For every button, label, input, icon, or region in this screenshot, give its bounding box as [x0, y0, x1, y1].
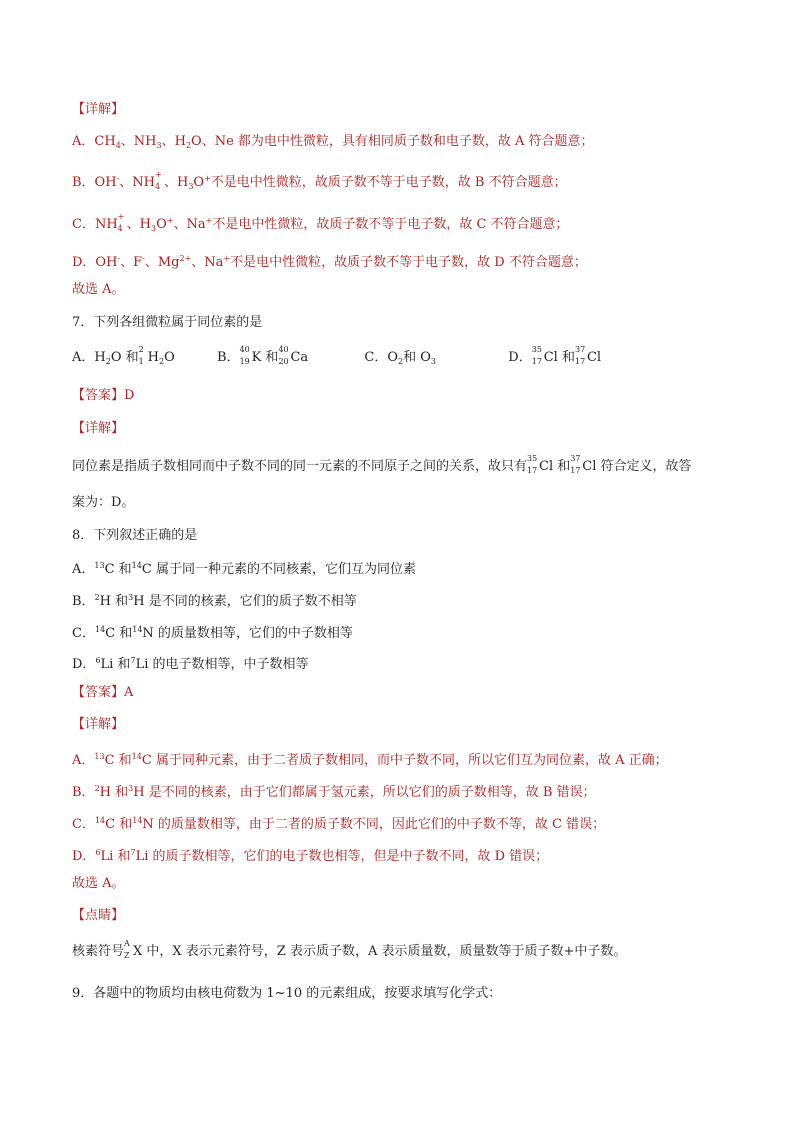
text: 8．下列叙述正确的是 — [72, 528, 198, 543]
q8-answer — [72, 684, 133, 702]
sub: 17 — [574, 357, 586, 366]
text: K 和 — [251, 350, 279, 365]
text: 、NH — [119, 175, 155, 190]
text: D — [124, 388, 135, 403]
xiangjie-text: 【详解】 — [72, 102, 125, 117]
q7-stem — [72, 314, 262, 332]
sup: 14 — [131, 561, 142, 570]
text: Cl 和 — [539, 459, 571, 474]
sup: - — [116, 174, 120, 183]
sup: 7 — [130, 656, 136, 665]
text: 9．各题中的物质均由核电荷数为 1~10 的元素组成，按要求填写化学式： — [72, 986, 502, 1001]
sup: 3 — [128, 593, 134, 602]
isotope-mark — [570, 454, 582, 475]
q8-option-a — [72, 557, 416, 579]
q8-option-d — [72, 652, 309, 674]
sub: 3 — [430, 357, 437, 366]
text: C 和 — [104, 753, 132, 768]
text: X 中，X 表示元素符号，Z 表示质子数，A 表示质量数，质量数等于质子数+中子数。 — [133, 944, 627, 959]
text: 案为：D。 — [72, 495, 135, 510]
q7-explanation-line1 — [72, 454, 692, 476]
text: C 属于同种元素，由于二者质子数相同，而中子数不同，所以它们互为同位素，故 A 正确； — [141, 753, 668, 768]
text: 同位素是指质子数相同而中子数不同的同一元素的不同原子之间的关系，故只有 — [72, 459, 528, 474]
sup: - — [142, 254, 145, 263]
q6-conclusion — [72, 281, 125, 299]
text: 不是电中性微粒，故质子数不等于电子数，故 C 不符合题意； — [212, 217, 569, 232]
q8-note — [72, 939, 627, 961]
sup: 6 — [95, 656, 101, 665]
text: 【答案】 — [72, 388, 125, 403]
text: B． — [72, 785, 95, 800]
sub: Z — [124, 951, 130, 960]
isotope-mark — [138, 345, 148, 366]
isotope-mark — [531, 345, 544, 366]
text: 、Mg — [144, 255, 180, 270]
sup: + — [166, 216, 174, 225]
text: C． — [72, 817, 95, 832]
q7-option-a — [72, 345, 175, 366]
sup: - — [117, 254, 121, 263]
text: 【详解】 — [72, 421, 125, 436]
text: B． — [217, 350, 240, 365]
section-label-xiangjie-2 — [72, 420, 124, 438]
text: C 和 — [104, 562, 132, 577]
sup: 37 — [570, 454, 581, 463]
sup: + — [154, 170, 162, 179]
sup: 37 — [574, 345, 586, 354]
nuclide-mark — [124, 939, 133, 960]
q6-option-a-explanation — [72, 133, 594, 155]
sup: 14 — [131, 752, 142, 761]
text: 不是电中性微粒，故质子数不等于电子数，故 B 不符合题意； — [210, 175, 567, 190]
sup: 6 — [95, 848, 101, 857]
sup: 14 — [94, 625, 106, 634]
text: H 是不同的核素，由于它们都属于氢元素，所以它们的质子数相等，故 B 错误； — [133, 785, 596, 800]
isotope-mark — [278, 345, 290, 366]
q8-exp-d — [72, 844, 548, 866]
sub: 20 — [278, 357, 289, 366]
text: H 和 — [99, 785, 129, 800]
isotope-mark — [239, 345, 252, 366]
sub: 3 — [151, 224, 157, 233]
sub: 17 — [570, 466, 581, 475]
sub: 2 — [105, 357, 111, 366]
q8-exp-c — [72, 812, 605, 834]
q8-exp-a — [72, 748, 668, 770]
sub: 17 — [531, 357, 542, 366]
sup: 14 — [94, 816, 106, 825]
q7-option-b — [217, 345, 309, 366]
text: 故选 A。 — [72, 876, 125, 891]
text: N 的质量数相等，它们的中子数相等 — [142, 626, 353, 641]
text: 7．下列各组微粒属于同位素的是 — [72, 315, 263, 330]
text: B．OH — [72, 175, 117, 190]
text: 、H — [163, 175, 189, 190]
sup: + — [204, 174, 211, 183]
text: B． — [72, 594, 95, 609]
q7-options — [72, 345, 602, 371]
q8-option-b — [72, 589, 357, 611]
sup: 2 — [94, 593, 100, 602]
q7-option-d — [508, 345, 602, 366]
text: Cl 符合定义，故答 — [582, 459, 692, 474]
sub: 4 — [154, 182, 161, 191]
sup: 3 — [128, 784, 134, 793]
q7-option-c — [364, 350, 436, 365]
sub: 17 — [527, 466, 538, 475]
text: C．NH — [72, 217, 118, 232]
nh4-charge — [117, 212, 127, 233]
text: 、Na — [191, 255, 224, 270]
text: 、Na — [173, 217, 206, 232]
text: A．CH — [72, 134, 116, 149]
sub: 19 — [239, 357, 250, 366]
sup: + — [205, 216, 213, 225]
text: O — [156, 217, 167, 232]
text: 【点睛】 — [72, 908, 125, 923]
sub: 4 — [115, 141, 121, 150]
sup: A — [124, 939, 130, 948]
text: C． — [72, 626, 95, 641]
sup: 35 — [527, 454, 538, 463]
section-label-xiangjie-1 — [72, 101, 124, 119]
isotope-mark — [574, 345, 587, 366]
sub: 4 — [117, 224, 123, 233]
sub: 2 — [398, 357, 404, 366]
text: D． — [508, 350, 532, 365]
text: A — [124, 685, 134, 700]
q6-option-b-explanation — [72, 170, 567, 196]
text: 、H — [161, 134, 186, 149]
text: H — [147, 350, 159, 365]
nh4-charge — [154, 170, 164, 191]
text: A．H — [72, 350, 106, 365]
q8-option-c — [72, 621, 353, 643]
text: D．OH — [72, 255, 118, 270]
sup: 14 — [132, 816, 143, 825]
sub: 2 — [158, 357, 165, 366]
text: O — [193, 175, 205, 190]
text: D． — [72, 657, 96, 672]
q7-explanation-line2 — [72, 494, 134, 512]
text: D． — [72, 849, 96, 864]
text: Ca — [290, 350, 309, 365]
text: H 是不同的核素，它们的质子数不相等 — [133, 594, 357, 609]
q6-option-d-explanation — [72, 250, 587, 272]
sup: 2 — [94, 784, 100, 793]
text: A． — [72, 753, 95, 768]
sup: + — [117, 212, 125, 221]
text: 故选 A。 — [72, 282, 125, 297]
text: 【详解】 — [72, 717, 125, 732]
section-label-xiangjie-3 — [72, 716, 124, 734]
text: 和 O — [403, 350, 431, 365]
text: Li 和 — [100, 657, 131, 672]
text: Li 和 — [100, 849, 131, 864]
sup: 13 — [94, 752, 105, 761]
sup: 14 — [132, 625, 143, 634]
text: O、Ne 都为电中性微粒，具有相同质子数和电子数，故 A 符合题意； — [191, 134, 594, 149]
sub: 3 — [188, 182, 194, 191]
text: H 和 — [99, 594, 129, 609]
q7-answer — [72, 387, 134, 405]
sup: 2+ — [179, 254, 192, 263]
text: Cl — [586, 350, 602, 365]
sup: 35 — [531, 345, 542, 354]
section-label-dianjing — [72, 907, 124, 925]
q6-option-c-explanation — [72, 212, 569, 238]
sup: 40 — [239, 345, 250, 354]
text: O — [164, 350, 175, 365]
text: Cl 和 — [543, 350, 575, 365]
text: N 的质量数相等，由于二者的质子数不同，因此它们的中子数不等，故 C 错误； — [142, 817, 606, 832]
text: 【答案】 — [72, 685, 125, 700]
isotope-mark — [527, 454, 539, 475]
text: 核素符号 — [72, 944, 125, 959]
q8-exp-b — [72, 780, 596, 802]
sup: 2 — [138, 345, 144, 354]
sup: 7 — [130, 848, 136, 857]
text: C 和 — [105, 817, 133, 832]
text: 、F — [120, 255, 143, 270]
q8-stem — [72, 527, 197, 545]
text: Li 的电子数相等，中子数相等 — [135, 657, 309, 672]
text: 、NH — [120, 134, 157, 149]
sub: 3 — [156, 141, 162, 150]
text: A． — [72, 562, 95, 577]
text: C 和 — [105, 626, 133, 641]
q8-conclusion — [72, 875, 125, 893]
sup: 13 — [94, 561, 105, 570]
text: C．O — [364, 350, 399, 365]
sub: 1 — [138, 357, 144, 366]
text: Li 的质子数相等，它们的电子数也相等，但是中子数不同，故 D 错误； — [135, 849, 549, 864]
text: C 属于同一种元素的不同核素，它们互为同位素 — [141, 562, 416, 577]
text: 不是电中性微粒，故质子数不等于电子数，故 D 不符合题意； — [230, 255, 587, 270]
q9-stem — [72, 985, 501, 1003]
text: O 和 — [110, 350, 139, 365]
sup: + — [223, 254, 231, 263]
text: 、H — [126, 217, 152, 232]
sup: 40 — [278, 345, 289, 354]
sub: 2 — [185, 141, 192, 150]
